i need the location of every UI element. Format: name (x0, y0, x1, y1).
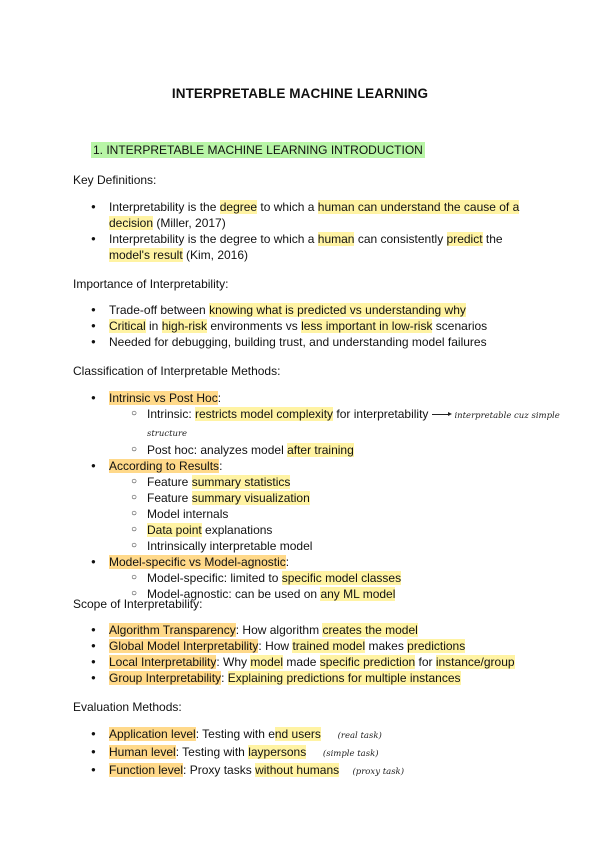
list-item: ● According to Results: ○ Feature summary statistics ○ Feature summary visualization ○ Model internals ○ Data point explanations ○ Intrinsically interpretable model (91, 458, 591, 554)
list-item: ● Needed for debugging, building trust, and understanding model failures (91, 334, 531, 350)
page-title: INTERPRETABLE MACHINE LEARNING (171, 86, 429, 101)
handwritten-note: (proxy task) (352, 767, 405, 777)
evaluation-list (91, 726, 531, 780)
handwritten-note: interpretable cuz simple structure (147, 411, 560, 439)
list-item: ○ Model internals (131, 506, 591, 522)
scope-label: Scope of Interpretability: (73, 597, 203, 611)
section-heading: 1. INTERPRETABLE MACHINE LEARNING INTRODUCTION (93, 143, 423, 157)
classification-label: Classification of Interpretable Methods: (73, 364, 281, 378)
sublist (131, 474, 591, 554)
evaluation-label: Evaluation Methods: (73, 700, 182, 714)
list-item: ● Function level: Proxy tasks without humans (proxy task) (91, 762, 531, 780)
key-definitions-list (91, 199, 531, 263)
list-item: ● Group Interpretability: Explaining predictions for multiple instances (91, 670, 531, 686)
classification-list (91, 390, 591, 602)
list-item: ● Critical in high-risk environments vs less important in low-risk scenarios (91, 318, 531, 334)
handwritten-note: (real task) (337, 731, 382, 741)
list-item: ○ Feature summary statistics (131, 474, 591, 490)
list-item: ● Local Interpretability: Why model made specific prediction for instance/group (91, 654, 531, 670)
list-item: ● Interpretability is the degree to which a human can understand the cause of a decision (Miller, 2017) (91, 199, 531, 231)
sublist (131, 406, 591, 458)
list-item: ● Human level: Testing with laypersons (simple task) (91, 744, 531, 762)
list-item: ○ Model-specific: limited to specific model classes (131, 570, 591, 586)
key-definitions-label: Key Definitions: (73, 173, 157, 187)
handwritten-note: (simple task) (322, 749, 379, 759)
list-item: ● Global Model Interpretability: How trained model makes predictions (91, 638, 531, 654)
scope-list (91, 622, 531, 686)
arrow-icon (432, 414, 450, 415)
list-item: ○ Feature summary visualization (131, 490, 591, 506)
list-item: ○ Post hoc: analyzes model after training (131, 442, 591, 458)
list-item: ● Intrinsic vs Post Hoc: ○ Intrinsic: restricts model complexity for interpretability interpretable cuz simple structure ○ Post hoc: analyzes model after training (91, 390, 591, 458)
list-item: ○ Intrinsic: restricts model complexity for interpretability interpretable cuz simple structure (131, 406, 591, 442)
list-item: ● Trade-off between knowing what is predicted vs understanding why (91, 302, 531, 318)
list-item: ○ Intrinsically interpretable model (131, 538, 591, 554)
list-item: ○ Model-agnostic: can be used on any ML model (131, 586, 591, 602)
list-item: ○ Data point explanations (131, 522, 591, 538)
importance-label: Importance of Interpretability: (73, 277, 229, 291)
list-item: ● Model-specific vs Model-agnostic: ○ Model-specific: limited to specific model classes ○ Model-agnostic: can be used on any ML model (91, 554, 591, 602)
list-item: ● Interpretability is the degree to which a human can consistently predict the model's result (Kim, 2016) (91, 231, 531, 263)
importance-list (91, 302, 531, 350)
list-item: ● Application level: Testing with end users (real task) (91, 726, 531, 744)
list-item: ● Algorithm Transparency: How algorithm creates the model (91, 622, 531, 638)
